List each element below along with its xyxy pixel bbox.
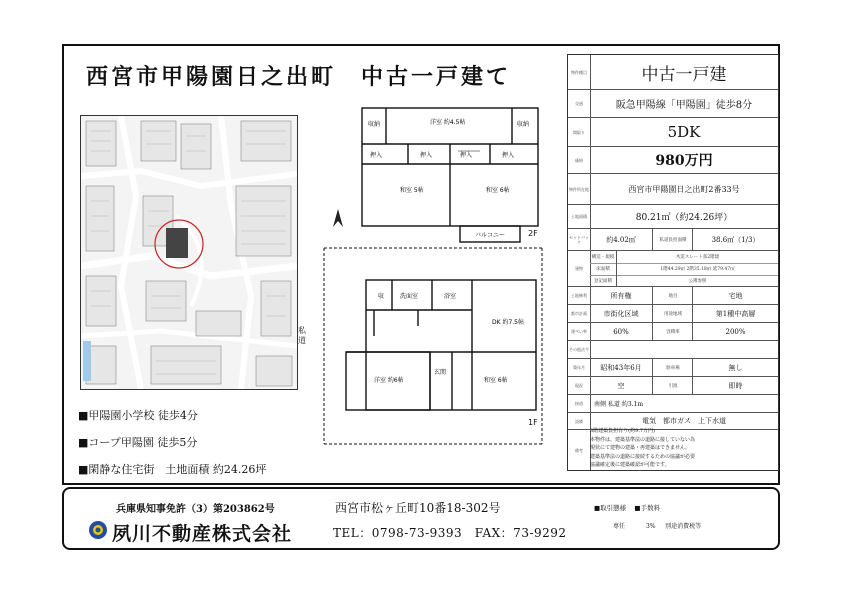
room-label: 収納	[517, 121, 530, 128]
remark-line: 協議確定後に建築確認が可能です。	[590, 462, 670, 468]
spec-row-building	[568, 251, 778, 287]
room-label: 収	[378, 293, 385, 300]
spec-label: 私道負担面積	[652, 229, 693, 250]
utilities-value: 電気 都市ガス 上下水道	[642, 417, 726, 425]
spec-label: 物件所在地	[568, 174, 591, 204]
spec-label: 都市計画	[568, 305, 591, 322]
spec-label: 価格	[568, 147, 591, 173]
address-value: 西宮市甲陽園日之出町2番33号	[628, 184, 740, 194]
spec-label: 交通	[568, 90, 591, 117]
spec-label: 駐車場	[652, 359, 693, 376]
road-label: 私道	[298, 326, 306, 345]
spec-label: 接道	[568, 395, 591, 412]
spec-label: 土地面積	[568, 205, 591, 228]
spec-label: 床面積	[596, 267, 610, 272]
room-label: 和室 6帖	[486, 187, 510, 194]
rights-value: 所有権	[610, 291, 632, 300]
spec-label: 構造・規模	[591, 255, 615, 260]
spec-row-road	[568, 395, 778, 413]
room-label: 浴室	[444, 293, 457, 300]
north-arrow-icon	[330, 207, 346, 229]
spec-label: 登記面積	[594, 279, 612, 284]
spec-row-land	[568, 205, 778, 229]
spec-label: 設備	[568, 413, 591, 429]
spec-label: 間取り	[568, 118, 591, 146]
zoning-value: 第1種中高層	[692, 305, 778, 322]
room-label: 押入	[502, 152, 515, 159]
deal-type-value: 専任	[613, 523, 626, 530]
spec-label: 引渡	[652, 377, 693, 394]
city-plan-value: 市街化区域	[603, 309, 639, 318]
property-spec-table	[567, 54, 779, 471]
floor-tag-1f: 1F	[528, 418, 538, 427]
spec-label: 現況	[568, 377, 591, 394]
remark-line: 3階建築負担有り(約9.7万円)	[590, 428, 656, 434]
spec-row-setback	[568, 229, 778, 251]
built-value: 昭和43年6月	[600, 363, 642, 372]
spec-row-rights	[568, 287, 778, 305]
room-label: 洗面室	[400, 293, 419, 300]
land-category-value: 宅地	[692, 287, 778, 304]
private-road-value: 38.6㎡（1/3）	[692, 229, 778, 250]
spec-label: 容積率	[652, 323, 693, 340]
license-number: 兵庫県知事免許（3）第203862号	[116, 504, 275, 515]
fee-note: 別途消費税等	[665, 523, 702, 530]
spec-row-address	[568, 174, 778, 205]
spec-label: 築年月	[568, 359, 591, 376]
spec-label: 建物	[568, 251, 591, 286]
land-area: 80.21㎡（約24.26坪）	[635, 213, 733, 223]
room-label: 和室 6帖	[484, 377, 508, 384]
spec-label: 備考	[568, 430, 591, 470]
spec-row-ratios	[568, 323, 778, 341]
spec-label: 物件種目	[568, 55, 591, 89]
handover-value: 即時	[692, 377, 778, 394]
spec-row-layout	[568, 118, 778, 147]
company-logo-icon	[88, 520, 108, 540]
access-info: 阪急甲陽線「甲陽園」徒歩8分	[615, 100, 753, 111]
transaction-values	[613, 521, 701, 530]
layout-value: 5DK	[667, 123, 701, 141]
remark-line: 現状にて建物の建築・再建築はできません。	[590, 445, 691, 451]
company-phone: TEL：0798-73-9393 FAX：73-9292	[333, 526, 567, 540]
spec-label: 建ぺい率	[568, 323, 591, 340]
remarks-block	[590, 427, 778, 470]
bcr-value: 60%	[613, 327, 629, 336]
current-value: 空	[617, 381, 625, 390]
spec-label: その他法令	[568, 341, 591, 358]
remark-line: 本物件は、建築基準法の道路に接していない為	[590, 436, 696, 443]
room-label: DK 約7.5帖	[492, 319, 525, 326]
spec-label: セットバック	[568, 229, 591, 250]
location-map	[80, 115, 298, 390]
property-type: 中古一戸建	[641, 64, 727, 85]
room-label: 玄関	[434, 369, 447, 376]
room-label: 洋室 約6帖	[374, 377, 404, 384]
feature-item: ■甲陽園小学校 徒歩4分	[78, 409, 198, 422]
room-label: 押入	[370, 152, 383, 159]
cert-value: 公簿参照	[616, 275, 778, 287]
room-label: 収納	[368, 121, 381, 128]
spec-row-current	[568, 377, 778, 395]
company-name: 夙川不動産株式会社	[112, 523, 293, 545]
floor-tag-2f: 2F	[528, 229, 538, 238]
other-law-value	[590, 341, 778, 358]
far-value: 200%	[692, 323, 778, 340]
room-label: 押入	[460, 152, 473, 159]
structure-value: 木造スレート葺2階建	[616, 251, 778, 263]
floor-area-value: 1階44.29㎡ 2階35.18㎡ 延79.47㎡	[616, 263, 778, 275]
feature-list	[78, 402, 266, 483]
fee-label: ■手数料	[634, 504, 661, 512]
page-title: 西宮市甲陽園日之出町 中古一戸建て	[86, 64, 512, 90]
spec-row-access	[568, 90, 778, 118]
room-label: 洋室 約4.5帖	[430, 119, 466, 126]
spec-row-type	[568, 55, 778, 90]
feature-item: ■閑静な住宅街 土地面積 約24.26坪	[78, 463, 267, 476]
remark-line: 建築基準法の道路に接続するための協議が必要	[590, 453, 696, 460]
spec-label: 土地権利	[568, 287, 591, 304]
spec-row-other	[568, 341, 778, 359]
deal-type-label: ■取引態様	[594, 504, 627, 512]
transaction-labels	[594, 503, 660, 512]
room-label: 和室 5帖	[400, 187, 424, 194]
price-value: 980万円	[655, 153, 713, 169]
road-value: 南側 私道 約3.1m	[594, 401, 644, 408]
floor-plan-1f	[322, 246, 544, 446]
spec-label: 地目	[652, 287, 693, 304]
spec-row-price	[568, 147, 778, 174]
company-address: 西宮市松ヶ丘町10番18-302号	[335, 501, 501, 515]
fee-rate-value: 3%	[646, 523, 656, 530]
parking-value: 無し	[692, 359, 778, 376]
setback-value: 約4.02㎡	[606, 235, 636, 244]
spec-row-city-plan	[568, 305, 778, 323]
room-label: バルコニー	[475, 232, 506, 239]
room-label: 押入	[420, 152, 433, 159]
spec-row-built	[568, 359, 778, 377]
feature-item: ■コープ甲陽園 徒歩5分	[78, 436, 198, 449]
spec-label: 用途地域	[652, 305, 693, 322]
floor-plan-2f	[360, 106, 540, 246]
